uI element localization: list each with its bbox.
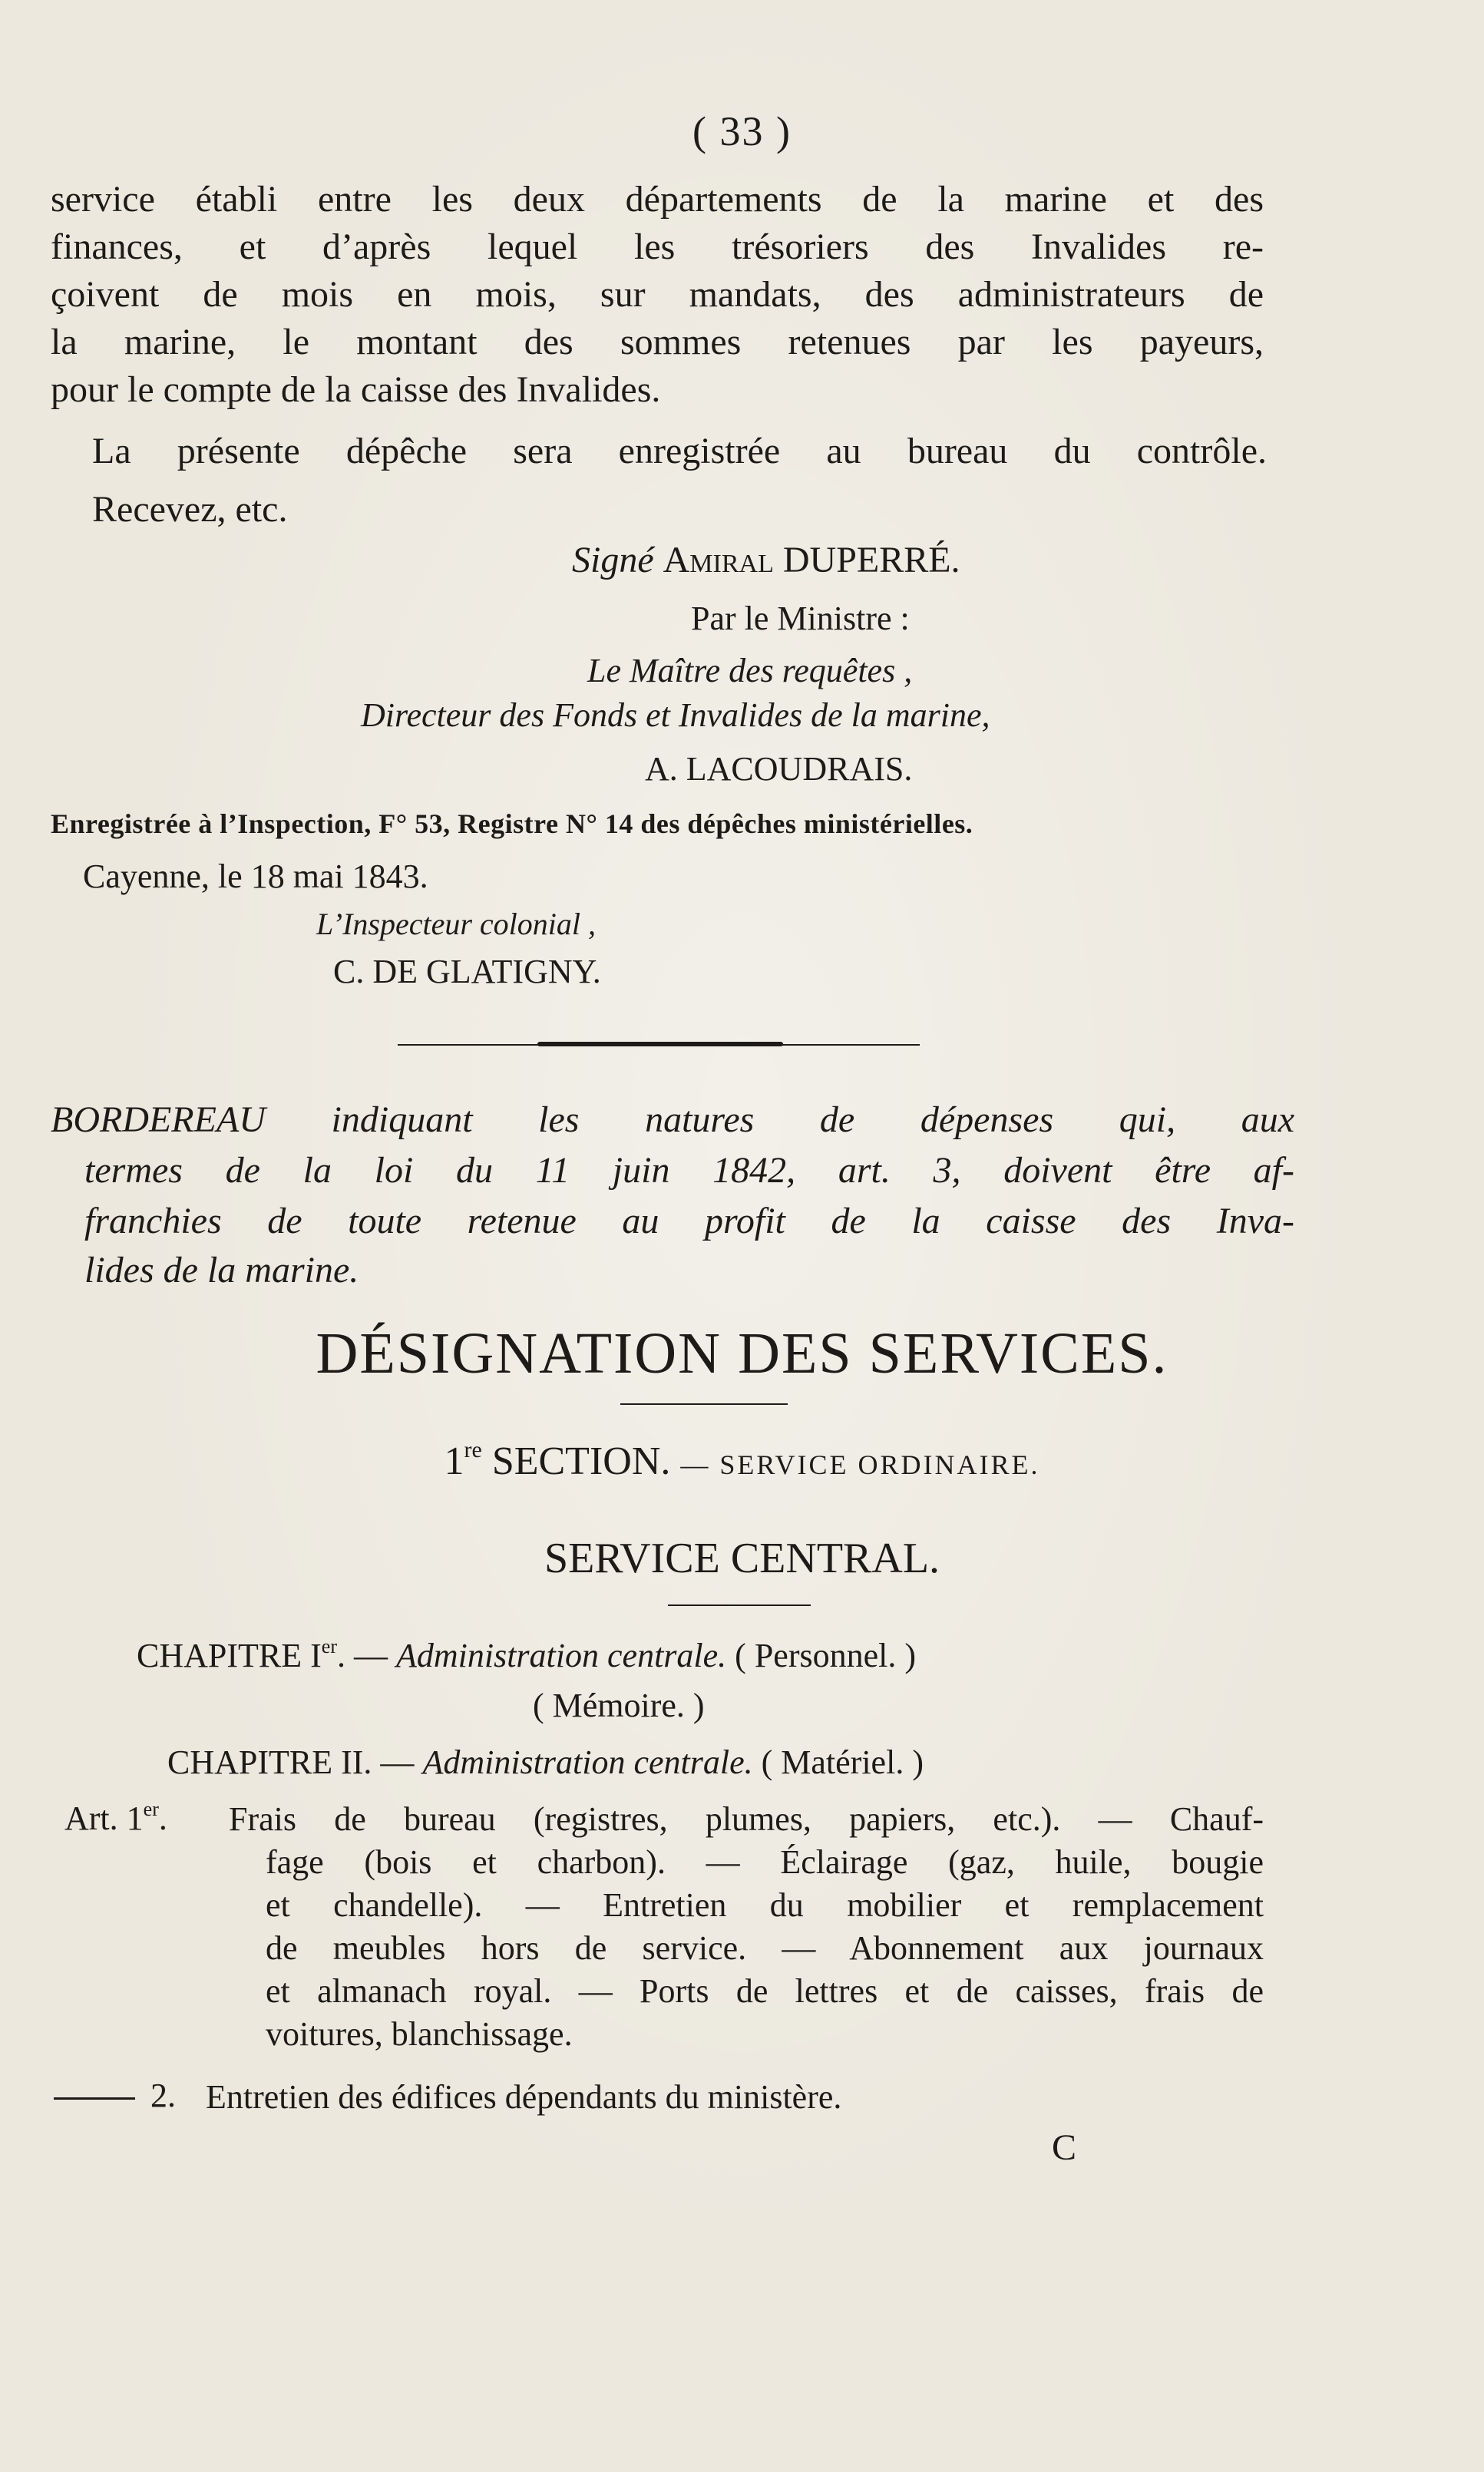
- letter-line-1: service établi entre les deux départements de la marine et des: [51, 179, 1264, 220]
- chapter-2-label: CHAPITRE II. —: [167, 1743, 415, 1781]
- chapter-1-label: CHAPITRE I: [137, 1637, 322, 1674]
- letter-line-2: finances, et d’après lequel les trésoriers des Invalides re-: [51, 226, 1264, 267]
- article-1-line-3: et chandelle). — Entretien du mobilier et remplacement: [266, 1886, 1264, 1924]
- designation-title: DÉSIGNATION DES SERVICES.: [316, 1321, 1168, 1386]
- registration-place-date: Cayenne, le 18 mai 1843.: [83, 858, 428, 895]
- article-1-line-1: Frais de bureau (registres, plumes, papiers, etc.). — Chauf-: [229, 1800, 1264, 1838]
- bordereau-line-4: lides de la marine.: [84, 1250, 359, 1291]
- signed-word: Signé: [572, 540, 654, 580]
- letter-paragraph-2: La présente dépêche sera enregistrée au bureau du contrôle.: [92, 431, 1267, 471]
- page-number: ( 33 ): [692, 108, 792, 154]
- signature-title: Amiral: [663, 540, 774, 580]
- chapter-2-note: ( Matériel. ): [761, 1743, 924, 1781]
- registration-text: Enregistrée à l’Inspection, F° 53, Registre N° 14 des dépêches ministérielles.: [51, 808, 973, 839]
- designation-rule: [620, 1403, 788, 1405]
- section-heading: [0, 1437, 1484, 1484]
- bordereau-line-1: BORDEREAU indiquant les natures de dépenses qui, aux: [51, 1099, 1294, 1140]
- signature-line: [572, 539, 960, 581]
- article-1-line-2: fage (bois et charbon). — Éclairage (gaz, huile, bougie: [266, 1843, 1264, 1881]
- letter-line-5: pour le compte de la caisse des Invalides.: [51, 369, 661, 410]
- chapter-1-note: ( Personnel. ): [735, 1637, 917, 1674]
- inspector-name: C. DE GLATIGNY.: [333, 953, 601, 990]
- letter-line-3: çoivent de mois en mois, sur mandats, des administrateurs de: [51, 274, 1264, 315]
- section-divider-thick: [537, 1042, 783, 1046]
- service-central-heading: SERVICE CENTRAL.: [544, 1535, 940, 1582]
- chapter-1-memo: ( Mémoire. ): [533, 1687, 705, 1724]
- article-1-label: Art. 1er.: [64, 1798, 167, 1837]
- letter-closing: Recevez, etc.: [92, 489, 288, 530]
- signature-role-1: Le Maître des requêtes ,: [587, 652, 913, 689]
- signature-role-2: Directeur des Fonds et Invalides de la marine,: [361, 696, 990, 734]
- signature-mark: C: [1052, 2127, 1077, 2168]
- article-1-line-6: voitures, blanchissage.: [266, 2015, 573, 2053]
- section-word: SECTION.: [491, 1439, 671, 1483]
- bordereau-line-2: termes de la loi du 11 juin 1842, art. 3, doivent être af-: [84, 1150, 1294, 1191]
- signatory-name: A. LACOUDRAIS.: [645, 750, 913, 788]
- section-number: 1: [444, 1439, 464, 1483]
- article-2-label: 2.: [150, 2077, 176, 2114]
- section-number-sup: re: [464, 1437, 482, 1462]
- par-le-ministre: Par le Ministre :: [691, 600, 910, 637]
- chapter-2-title: Administration centrale.: [422, 1743, 753, 1781]
- inspector-title: L’Inspecteur colonial ,: [316, 907, 597, 941]
- chapter-1-sup: er: [321, 1635, 337, 1657]
- bordereau-line-3: franchies de toute retenue au profit de la caisse des Inva-: [84, 1201, 1294, 1241]
- chapter-1-title: Administration centrale.: [395, 1637, 727, 1674]
- article-1-sup: er: [143, 1798, 159, 1820]
- section-subtitle: — SERVICE ORDINAIRE.: [680, 1449, 1040, 1480]
- article-1-number: Art. 1: [64, 1799, 144, 1837]
- article-2-dash: [54, 2097, 135, 2100]
- chapter-2-heading: [167, 1743, 924, 1782]
- chapter-1-heading: [137, 1635, 916, 1675]
- letter-line-4: la marine, le montant des sommes retenues par les payeurs,: [51, 322, 1264, 362]
- article-1-line-4: de meubles hors de service. — Abonnement aux journaux: [266, 1929, 1264, 1967]
- article-1-line-5: et almanach royal. — Ports de lettres et de caisses, frais de: [266, 1972, 1264, 2010]
- signature-name: DUPERRÉ.: [782, 540, 960, 580]
- chapter-1-dash: . —: [336, 1637, 388, 1674]
- service-central-rule: [668, 1604, 811, 1606]
- article-2-text: Entretien des édifices dépendants du ministère.: [206, 2078, 842, 2116]
